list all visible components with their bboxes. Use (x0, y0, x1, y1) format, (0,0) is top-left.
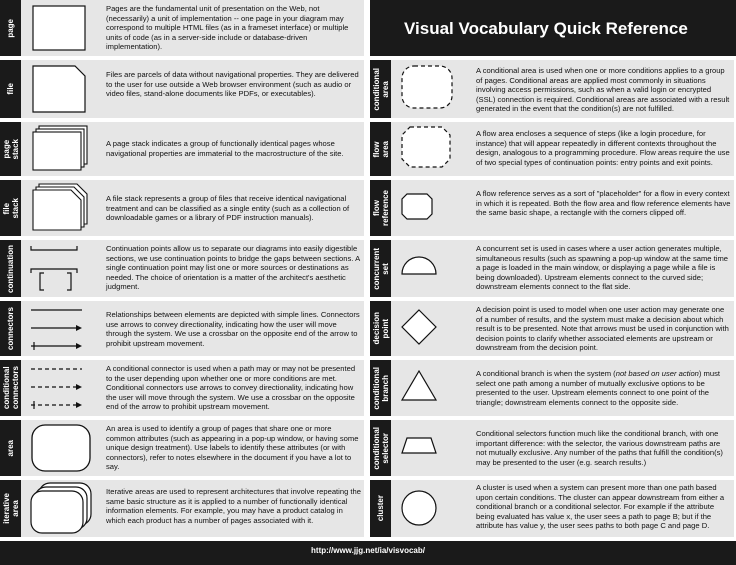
entry-label: page stack (0, 122, 21, 176)
footer-bar (0, 541, 736, 565)
entry-label: concurrent set (370, 240, 391, 297)
entry-label: flow area (370, 122, 391, 176)
entry-conditional-branch (370, 360, 734, 416)
entry-label: file stack (0, 180, 21, 236)
entry-label: conditional connectors (0, 360, 21, 416)
entry-conditional-area (370, 60, 734, 118)
entry-description: Continuation points allow us to separate our diagrams into easily digestible sections, we use continuation points to bridge the gaps between sections. A single continuation point may list one or more sources or destinations as needed. The choice of orientation is a matter of the architect's aesthetic judgment. (106, 244, 360, 292)
entry-iterative-area (0, 480, 364, 537)
entry-flow-reference (370, 180, 734, 236)
conditional-branch-icon (394, 360, 466, 416)
entry-label: decision point (370, 301, 391, 356)
entry-file-stack (0, 180, 364, 236)
entry-description: Pages are the fundamental unit of presentation on the Web, not (necessarily) a unit of implementation -- one page in your diagram may correspond to multiple HTML files (as in a frameset interface) or multiple units of code (as in a server-side include or database-driven implementation). (106, 4, 349, 52)
entry-description: Conditional selectors function much like the conditional branch, with one important difference: with the selector, the various downstream paths are not mutually exclusive. Any number of the paths that fulfill the condition(s) may be presented to the user (e.g. search results.) (476, 429, 723, 467)
entry-description: A conditional area is used when one or more conditions applies to a group of pages. Conditional areas are applied most commonly in situations involving access permissions, such as when a valid login or encrypted (SSL) connection is required. Conditional areas are associated with a result generated in the event that the condition(s) are not fulfilled. (476, 66, 730, 114)
entry-label: page (0, 0, 21, 56)
page-title: Visual Vocabulary Quick Reference (404, 19, 688, 38)
file-icon (24, 60, 96, 118)
entry-page (0, 0, 364, 56)
entry-description: Iterative areas are used to represent architectures that involve repeating the same basic structure as it is applied to a number of functionally identical information elements. For example, you may have a product catalog in which each product has a number of pages associated with it. (106, 487, 361, 525)
conditional-connectors-icon (24, 360, 96, 416)
file-stack-icon (24, 180, 96, 236)
entry-label: conditional area (370, 60, 391, 118)
entry-label: cluster (370, 480, 391, 537)
entry-description: Relationships between elements are depicted with simple lines. Connectors use arrows to convey directionality, indicating how the user will move through the system. We use a crossbar on the opposite end of the arrow to prohibit upstream movement. (106, 310, 360, 348)
entry-label: connectors (0, 301, 21, 356)
decision-point-icon (394, 301, 466, 356)
entry-page-stack (0, 122, 364, 176)
entry-label: flow reference (370, 180, 391, 236)
flow-area-icon (394, 122, 466, 176)
entry-file (0, 60, 364, 118)
entry-description: A flow reference serves as a sort of "placeholder" for a flow in every context in which it is repeated. Both the flow area and flow reference elements have the same basic shape, a rectangle with the corners clipped off. (476, 189, 731, 218)
entry-description: A conditional connector is used when a path may or may not be presented to the user depending upon whether one or more conditions are met. Conditional connectors use arrows to convey directionality, indicating how the user will move through the system. We use a crossbar on the opposite end of the arrow to prohibit upstream movement. (106, 364, 356, 412)
concurrent-set-icon (394, 240, 466, 297)
entry-connectors (0, 301, 364, 356)
entry-description: An area is used to identify a group of pages that share one or more common attributes (such as appearing in a pop-up window, or having some unique design treatment). Use labels to identify these attributes (or with connectors), refer to notes elsewhere in the document if you have a lot to say. (106, 424, 359, 472)
entry-conditional-connectors (0, 360, 364, 416)
entry-decision-point (370, 301, 734, 356)
entry-cluster (370, 480, 734, 537)
entry-label: iterative area (0, 480, 21, 537)
entry-label: area (0, 420, 21, 476)
entry-description: Files are parcels of data without navigational properties. They are delivered to the user for use outside a Web browser environment (such as audio or video files, stand-alone documents like PDFs, or executables). (106, 70, 359, 99)
flow-reference-icon (394, 180, 466, 236)
page-stack-icon (24, 122, 96, 176)
area-icon (24, 420, 96, 476)
continuation-point-icon (24, 240, 96, 297)
conditional-area-icon (394, 60, 466, 118)
footer-url[interactable]: http://www.jjg.net/ia/visvocab/ (311, 546, 425, 555)
entry-description: A cluster is used when a system can present more than one path based upon certain conditions. The cluster can appear downstream from either a conditional branch or a conditional selector. For example if the attribute being evaluated has value x, the user sees a path to page B; but if the attribute has value y, the user sees paths to both page C and page D. (476, 483, 725, 531)
iterative-area-icon (24, 480, 96, 537)
entry-label: file (0, 60, 21, 118)
entry-concurrent-set (370, 240, 734, 297)
connectors-icon (24, 301, 96, 356)
entry-description: A file stack represents a group of files that receive identical navigational treatment and can be classified as a single entity (such as a collection of downloadable games or a library of PDF instruction manuals). (106, 194, 350, 223)
entry-flow-area (370, 122, 734, 176)
entry-description: A conditional branch is when the system (not based on user action) must select one path among a number of mutually exclusive options to be presented to the user. Upstream elements connect to one point of the triangle; downstream elements connect to the opposite side. (476, 369, 720, 407)
header-banner (370, 0, 736, 56)
page-icon (24, 0, 96, 56)
entry-description: A concurrent set is used in cases where a user action generates multiple, simultaneous results (such as spawning a pop-up window at the same time a page is loaded in the main window, or displaying a page while a file is being downloaded). Upstream elements connect to the curved side; downstream elements connect to the flat side. (476, 244, 728, 292)
entry-label: conditional branch (370, 360, 391, 416)
entry-continuation (0, 240, 364, 297)
cluster-icon (394, 480, 466, 537)
entry-label: continuation (0, 240, 21, 297)
entry-description: A decision point is used to model when one user action may generate one of a number of results, and the system must make a decision about which result is to be presented. Note that arrows must be used in conjunction with decision points to clarify whether associated elements are upstream or downstream from the decision point. (476, 305, 729, 353)
entry-description: A page stack indicates a group of functionally identical pages whose navigational properties are immaterial to the macrostructure of the site. (106, 139, 344, 158)
entry-conditional-selector (370, 420, 734, 476)
entry-description: A flow area encloses a sequence of steps (like a login procedure, for instance) that will appear repeatedly in different contexts throughout the design, analogous to a programming procedure. Flow areas require the use of two special types of continuation points: entry points and exit points. (476, 129, 730, 167)
entry-area (0, 420, 364, 476)
entry-label: conditional selector (370, 420, 391, 476)
conditional-selector-icon (394, 420, 466, 476)
